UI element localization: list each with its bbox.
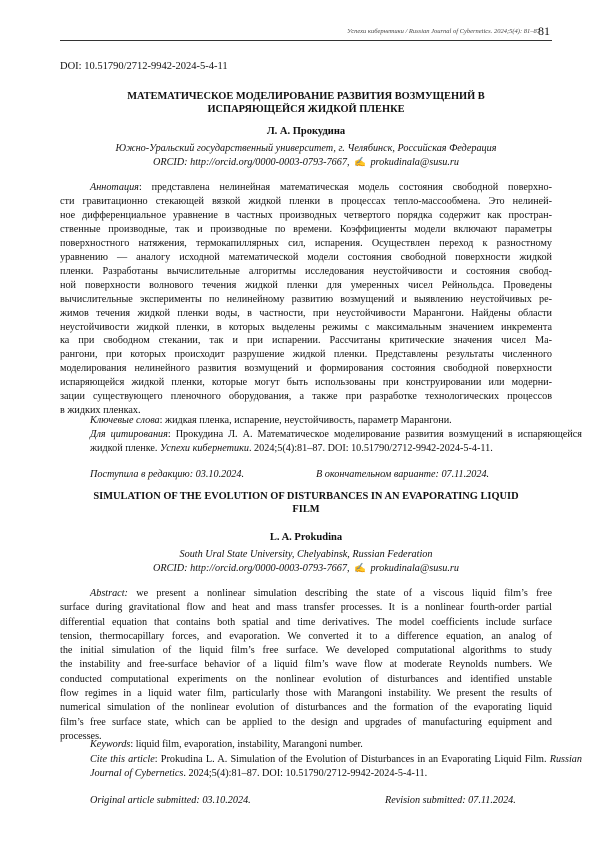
orcid-ru[interactable]: ORCID: http://orcid.org/0000-0003-0793-7667, [153, 156, 350, 168]
citation-en-label: Cite this article [90, 754, 155, 765]
keywords-ru-text: : жидкая пленка, испарение, неустойчивость, параметр Марангони. [159, 415, 452, 426]
abstract-en-line: conducted computational experiments on the nonlinear evolution of disturbances and identified unstable [60, 673, 552, 685]
abstract-ru-line: пленки. Разработаны вычислительные алгоритмы исследования неустойчивости и состояния свобод- [60, 265, 552, 277]
citation-ru-journal: Успехи кибернетики [160, 442, 249, 454]
abstract-ru [60, 181, 552, 418]
page-number: 81 [538, 24, 550, 38]
abstract-ru-line: ственные производные, так и производные по времени. Коэффициенты модели включают параметры [60, 223, 552, 235]
title-en-line: FILM [292, 504, 320, 516]
citation-en-tail[interactable]: . 2024;5(4):81–87. DOI: 10.51790/2712-9942-2024-5-4-11. [183, 767, 428, 779]
abstract-ru-line: ка при свободном стекании, так и при испарении. Рассчитаны критические значения чисел Ма- [60, 335, 552, 347]
author-ru: Л. А. Прокудина [266, 126, 346, 137]
citation-ru [60, 428, 582, 456]
abstract-ru-label: Аннотация [90, 182, 139, 193]
abstract-en-line: numerical simulation of the nonlinear evolution of disturbances and the formation of the evaporating liquid [60, 702, 552, 714]
abstract-en-line: tension, thermocapillary forces, and evaporation. We converted it to a difference equation, an analog of [60, 630, 552, 642]
keywords-en-label: Keywords [90, 739, 131, 750]
citation-en-text: : Prokudina L. A. Simulation of the Evolution of Disturbances in an Evaporating Liquid Film. [154, 754, 550, 765]
abstract-ru-line: зации существующего пленочного оборудования, а также при разработке технологических процессов [60, 391, 552, 403]
pen-writing-icon: ✍ [354, 157, 366, 168]
abstract-en-line: surface during gravitational flow and heat and mass transfer processes. It is a nonlinear fourth-order partial [60, 602, 552, 614]
title-en [60, 490, 552, 517]
abstract-en-line: flow regimes in a liquid water film, particularly those with Marangoni instability. We present the results of [60, 688, 552, 700]
abstract-ru-line: поверхностного натяжения, термокапиллярных сил, испарения. Осуществлен переход к разностному [60, 237, 552, 249]
email-en[interactable]: prokudinala@susu.ru [370, 562, 459, 574]
citation-ru-label: Для цитирования [90, 429, 168, 440]
title-ru [60, 90, 552, 117]
orcid-ru-line [60, 156, 552, 171]
abstract-ru-line: рангони, при которых происходит разрушение жидкой пленки. Представлены результаты численного [60, 349, 552, 361]
abstract-en-line: the instability and free-surface behavior of a liquid film’s wave flow at moderate Reynolds numbers. We [60, 659, 552, 671]
running-head: Успехи кибернетики / Russian Journal of Cybernetics. 2024;5(4): 81–87 [347, 28, 540, 35]
abstract-en-line: film’s free surface state, which can be applied to the design and upgrades of manufacturing equipment and [60, 716, 552, 728]
citation-ru-tail[interactable]: . 2024;5(4):81–87. DOI: 10.51790/2712-9942-2024-5-4-11. [248, 442, 493, 454]
author-en: L. A. Prokudina [269, 532, 343, 543]
abstract-ru-line: неустойчивости жидкой пленки, в которых выделены режимы с максимальным значением инкремента [60, 321, 552, 333]
abstract-en-line: differential equation that contains both spatial and time derivatives. The model coefficients include surface [60, 616, 552, 628]
abstract-ru-line: моделирования нелинейного развития возмущений и формирования состояния свободной поверхности [60, 363, 552, 375]
affiliation-ru-text: Южно-Уральский государственный университет, г. Челябинск, Российская Федерация [115, 143, 497, 154]
abstract-en-label: Abstract: [90, 588, 128, 599]
abstract-ru-line: испаряющейся жидкой пленки, которые могут быть использованы при конструировании или модерни- [60, 377, 552, 389]
abstract-ru-line: ной поверхности волнового течения жидкой пленки для умеренных чисел Рейнольдса. Проведены [60, 279, 552, 291]
title-ru-line: ИСПАРЯЮЩЕЙСЯ ЖИДКОЙ ПЛЕНКЕ [207, 104, 405, 116]
abstract-en [60, 587, 552, 744]
abstract-en-line: the initial simulation of the liquid film’s free surface. We developed computational algorithms to study [60, 645, 552, 657]
abstract-ru-line: Аннотация: представлена нелинейная математическая модель состояния свободной поверхно- [90, 182, 552, 193]
keywords-en [60, 738, 582, 752]
abstract-ru-line: в жидких пленках. [60, 405, 141, 417]
title-ru-line: МАТЕМАТИЧЕСКОЕ МОДЕЛИРОВАНИЕ РАЗВИТИЯ ВОЗМУЩЕНИЙ В [127, 91, 485, 102]
pen-writing-icon: ✍ [354, 563, 366, 574]
email-ru[interactable]: prokudinala@susu.ru [370, 156, 459, 168]
abstract-ru-line: жимов течения жидкой пленки воды, в частности, при неустойчивости Марангони. Найдены области [60, 307, 552, 319]
abstract-ru-line: сти гравитационно стекающей вязкой жидкой пленки в процессах тепло-массообмена. Это нелиней- [60, 195, 552, 207]
abstract-en-line: Abstract: we present a nonlinear simulation describing the state of a viscous liquid film’s free [90, 588, 552, 599]
received-date-ru: Поступила в редакцию: 03.10.2024. [90, 469, 245, 480]
affiliation-en [60, 548, 552, 576]
affiliation-en-text: South Ural State University, Chelyabinsk, Russian Federation [179, 549, 433, 560]
abstract-ru-line: ное дифференциальное уравнение в частных производных четвертого порядка содержит как простран- [60, 209, 552, 221]
keywords-ru [60, 414, 582, 428]
abstract-ru-line: уравнению — аналогу исходной математической модели состояния свободной поверхности жидкой [60, 251, 552, 263]
revised-date-ru: В окончательном варианте: 07.11.2024. [316, 469, 490, 480]
keywords-en-text: : liquid film, evaporation, instability, Marangoni number. [130, 739, 363, 750]
title-en-line: SIMULATION OF THE EVOLUTION OF DISTURBANCES IN AN EVAPORATING LIQUID [93, 491, 519, 502]
header-rule [60, 40, 552, 41]
citation-ru-text: : Прокудина Л. А. Математическое моделирование развития возмущений в испаряющейся жидкой пленке. [90, 429, 582, 454]
doi: DOI: 10.51790/2712-9942-2024-5-4-11 [60, 61, 228, 72]
affiliation-ru [60, 142, 552, 170]
keywords-ru-label: Ключевые слова [90, 415, 160, 426]
citation-en-journal: Russian Journal of Cybernetics [90, 754, 582, 779]
citation-en [60, 753, 582, 781]
abstract-en-line: processes. [60, 730, 102, 742]
received-date-en: Original article submitted: 03.10.2024. [90, 795, 251, 806]
orcid-en-line [60, 562, 552, 577]
revised-date-en: Revision submitted: 07.11.2024. [385, 795, 516, 806]
abstract-ru-line: вычислительные эксперименты по нелинейному развитию возмущений и выявлению неустойчивых ре- [60, 293, 552, 305]
orcid-en[interactable]: ORCID: http://orcid.org/0000-0003-0793-7667, [153, 562, 350, 574]
